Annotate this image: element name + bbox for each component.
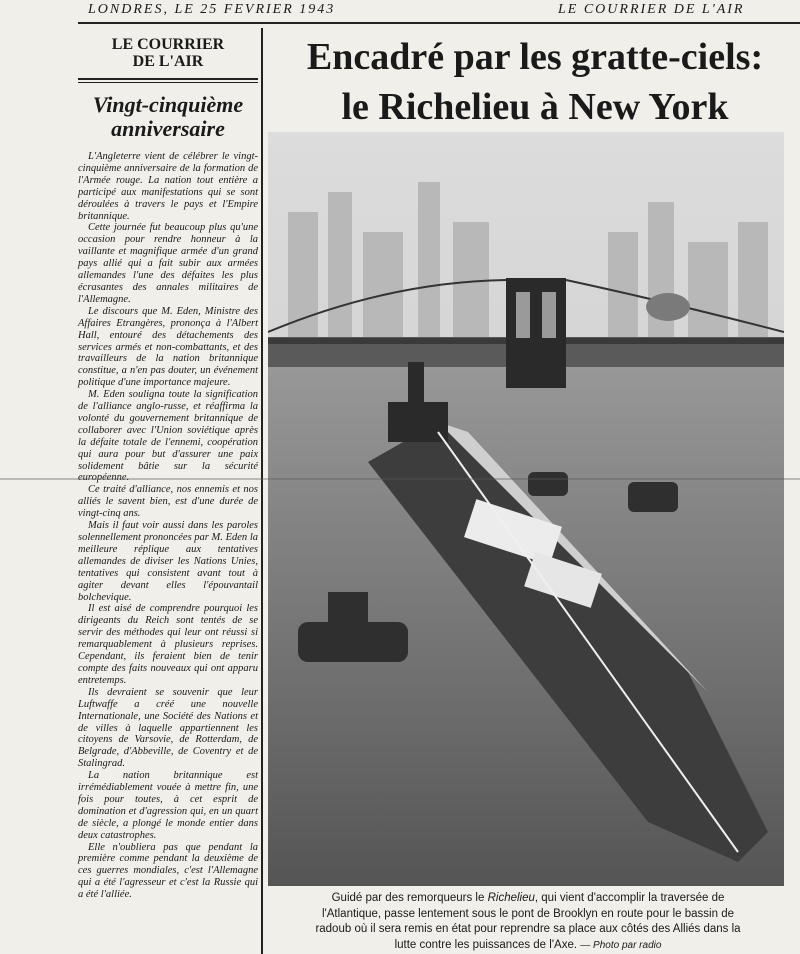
column-divider xyxy=(261,28,263,954)
article-body xyxy=(78,151,258,901)
article-paragraph: Mais il faut voir aussi dans les paroles solennellement prononcées par M. Eden la meilleure réplique aux tentatives allemandes de diviser les Nations Unies, tentatives qui consistent avant tout à agiter devant elles l'épouvantail bolchevique. xyxy=(78,520,258,603)
headline-line-1: Encadré par les gratte-ciels: xyxy=(306,36,764,78)
smoke xyxy=(646,293,690,321)
article-paragraph: M. Eden souligna toute la signification de l'alliance anglo-russe, et réaffirma la volonté du gouvernement britannique de collaborer avec l'Union soviétique après la défaite totale de l'ennemi, coopération qui aura pour but d'assurer une paix solidement bâtie sur la sécurité européenne. xyxy=(78,389,258,484)
article-paragraph: Ce traité d'alliance, nos ennemis et nos alliés le savent bien, est d'une durée de vingt-cinq ans. xyxy=(78,484,258,520)
photo-credit: — Photo par radio xyxy=(580,939,662,951)
paper-name: LE COURRIER DE L'AIR xyxy=(558,2,745,17)
dateline: LONDRES, LE 25 FEVRIER 1943 xyxy=(88,2,336,17)
photo-caption xyxy=(306,891,750,953)
masthead-line-2: DE L'AIR xyxy=(132,53,204,70)
page-header xyxy=(0,0,800,22)
article-paragraph: L'Angleterre vient de célébrer le vingt-cinquième anniversaire de la formation de l'Armée rouge. La nation tout entière a participé aux manifestations qui se sont déroulées à travers le pays et l'Empire britannique. xyxy=(78,151,258,222)
article-paragraph: Elle n'oubliera pas que pendant la première comme pendant la deuxième de ces guerres mondiales, c'est l'Allemagne qui a été l'agresseur et c'est la Russie qui a été l'alliée. xyxy=(78,841,258,901)
caption-ship-name: Richelieu xyxy=(487,892,535,904)
article-paragraph: Cette journée fut beaucoup plus qu'une occasion pour rendre honneur à la vaillante et magnifique armée d'un grand pays allié qui a fait subir aux armées allemandes l'une des défaites les plus écrasantes des annales militaires de l'Allemagne. xyxy=(78,222,258,305)
photo-illustration xyxy=(268,132,784,886)
headline xyxy=(270,32,800,132)
article-paragraph: Ils devraient se souvenir que leur Luftwaffe a créé une nouvelle Internationale, une Société des Nations et de villes à laquelle appartiennent les citoyens de Varsovie, de Rotterdam, de Belgrade, d'Abbeville, de Coventry et de Stalingrad. xyxy=(78,686,258,770)
masthead xyxy=(78,36,258,70)
headline-line-2: le Richelieu à New York xyxy=(341,86,729,128)
masthead-line-1: LE COURRIER xyxy=(111,36,225,53)
caption-text-end: , qui vient d'accomplir la traversée de l'Atlantique, passe lentement sous le pont de Brooklyn en route pour le bassin de radoub où il sera remis en état pour reprendre sa place aux côtés des Alliés dans la lutte contre les puissances de l'Axe. xyxy=(315,892,741,951)
photo-richelieu-brooklyn-bridge xyxy=(268,132,784,886)
masthead-rule-thin xyxy=(78,82,258,83)
article-paragraph: Le discours que M. Eden, Ministre des Affaires Etrangères, prononça à l'Albert Hall, entouré des détachements des services armés et non-combattants, et des travailleurs de la nation britannique constitue, a n'en pas douter, un événement politique d'une importance majeure. xyxy=(78,305,258,389)
article-paragraph: Il est aisé de comprendre pourquoi les dirigeants du Reich sont tentés de se servir des méthodes qui leur ont réussi si remarquablement à plusieurs reprises. Cependant, ils feraient bien de tenir compte des faits nouveaux qui ont apparu entretemps. xyxy=(78,603,258,686)
paper-fold xyxy=(0,478,800,480)
section-title: Vingt-cinquième anniversaire xyxy=(92,92,244,141)
left-column xyxy=(78,28,258,901)
header-rule xyxy=(78,22,800,24)
masthead-rule xyxy=(78,78,258,80)
caption-text-start: Guidé par des remorqueurs le xyxy=(331,892,488,904)
article-paragraph: La nation britannique est irrémédiablement vouée à mettre fin, une fois pour toutes, à cet esprit de domination et d'agression qui, en un quart de siècle, a plongé le monde entier dans deux catastrophes. xyxy=(78,770,258,841)
